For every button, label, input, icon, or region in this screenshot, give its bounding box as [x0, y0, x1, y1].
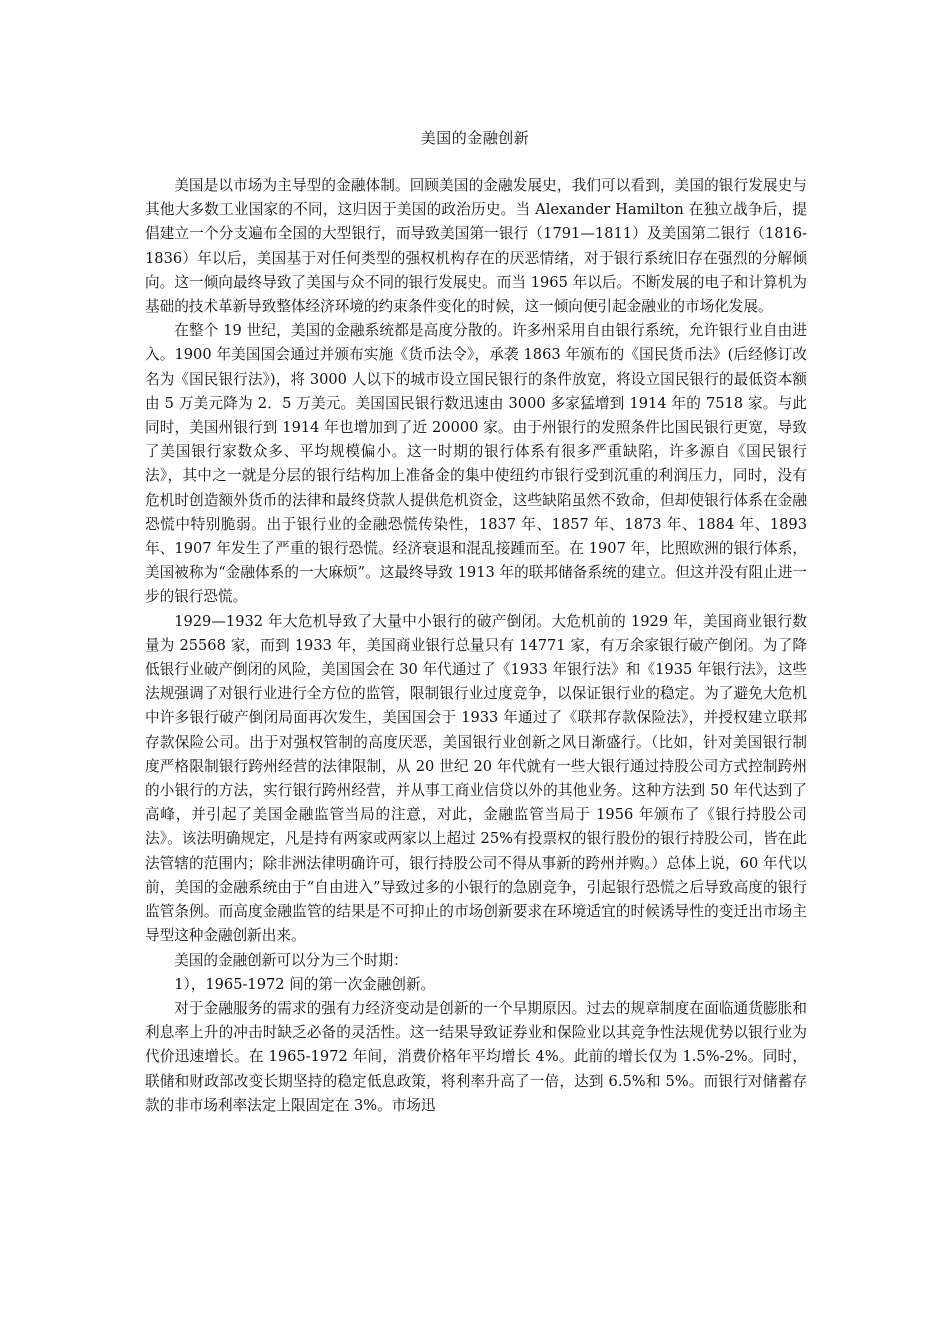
paragraph: 在整个 19 世纪，美国的金融系统都是高度分散的。许多州采用自由银行系统，允许银行业自由进入。1900 年美国国会通过并颁布实施《货币法令》，承袭 1863 年颁布的《国民货币法》(后经修订改名为《国民银行法》)，将 3000 人以下的城市设立国民银行的条件放宽，将设立国民银行的最低资本额由 5 万美元降为 2．5 万美元。美国国民银行数迅速由 3000 多家猛增到 1914 年的 7518 家。与此同时，美国州银行到 1914 年也增加到了近 20000 家。由于州银行的发照条件比国民银行更宽，导致了美国银行家数众多、平均规模偏小。这一时期的银行体系有很多严重缺陷，许多源自《国民银行法》，其中之一就是分层的银行结构加上准备金的集中使纽约市银行受到沉重的利润压力，同时，没有危机时创造额外货币的法律和最终贷款人提供危机资金，这些缺陷虽然不致命，但却使银行体系在金融恐慌中特别脆弱。出于银行业的金融恐慌传染性，1837 年、1857 年、1873 年、1884 年、1893 年、1907 年发生了严重的银行恐慌。经济衰退和混乱接踵而至。在 1907 年，比照欧洲的银行体系，美国被称为“金融体系的一大麻烦”。这最终导致 1913 年的联邦储备系统的建立。但这并没有阻止进一步的银行恐慌。	[145, 322, 807, 606]
paragraph: 美国的金融创新可以分为三个时期：	[174, 951, 408, 969]
paragraph: 美国是以市场为主导型的金融体制。回顾美国的金融发展史，我们可以看到，美国的银行发展史与其他大多数工业国家的不同，这归因于美国的政治历史。当 Alexander Hamilton 在独立战争后，提倡建立一个分支遍布全国的大型银行，而导致美国第一银行（1791—1811）及美国第二银行（1816-1836）年以后，美国基于对任何类型的强权机构存在的厌恶情绪，对于银行系统旧存在强烈的分解倾向。这一倾向最终导致了美国与众不同的银行发展史。而当 1965 年以后。不断发展的电子和计算机为基础的技术革新导致整体经济环境的约束条件变化的时候，这一倾向便引起金融业的市场化发展。	[145, 177, 807, 316]
document-body	[145, 174, 807, 1118]
paragraph: 1），1965-1972 间的第一次金融创新。	[174, 975, 436, 993]
paragraph: 1929—1932 年大危机导致了大量中小银行的破产倒闭。大危机前的 1929 年，美国商业银行数量为 25568 家，而到 1933 年，美国商业银行总量只有 14771 家，有万余家银行破产倒闭。为了降低银行业破产倒闭的风险，美国国会在 30 年代通过了《1933 年银行法》和《1935 年银行法》，这些法规强调了对银行业进行全方位的监管，限制银行业过度竞争，以保证银行业的稳定。为了避免大危机中许多银行破产倒闭局面再次发生，美国国会于 1933 年通过了《联邦存款保险法》，并授权建立联邦存款保险公司。出于对强权管制的高度厌恶，美国银行业创新之风日渐盛行。（比如，针对美国银行制度严格限制银行跨州经营的法律限制，从 20 世纪 20 年代就有一些大银行通过持股公司方式控制跨州的小银行的方法，实行银行跨州经营，并从事工商业信贷以外的其他业务。这种方法到 50 年代达到了高峰，并引起了美国金融监管当局的注意，对此，金融监管当局于 1956 年颁布了《银行持股公司法》。该法明确规定，凡是持有两家或两家以上超过 25%有投票权的银行股份的银行持股公司，皆在此法管辖的范围内；除非洲法律明确许可，银行持股公司不得从事新的跨州并购。）总体上说，60 年代以前，美国的金融系统由于“自由进入”导致过多的小银行的急剧竞争，引起银行恐慌之后导致高度的银行监管条例。而高度金融监管的结果是不可抑止的市场创新要求在环境适宜的时候诱导性的变迁出市场主导型这种金融创新出来。	[145, 612, 807, 945]
document-title: 美国的金融创新	[420, 129, 530, 147]
paragraph: 对于金融服务的需求的强有力经济变动是创新的一个早期原因。过去的规章制度在面临通货膨胀和利息率上升的冲击时缺乏必备的灵活性。这一结果导致证券业和保险业以其竞争性法规优势以银行业为代价迅速增长。在 1965-1972 年间，消费价格年平均增长 4%。此前的增长仅为 1.5%-2%。同时，联储和财政部改变长期坚持的稳定低息政策，将利率升高了一倍，达到 6.5%和 5%。而银行对储蓄存款的非市场利率法定上限固定在 3%。市场迅	[145, 999, 807, 1114]
